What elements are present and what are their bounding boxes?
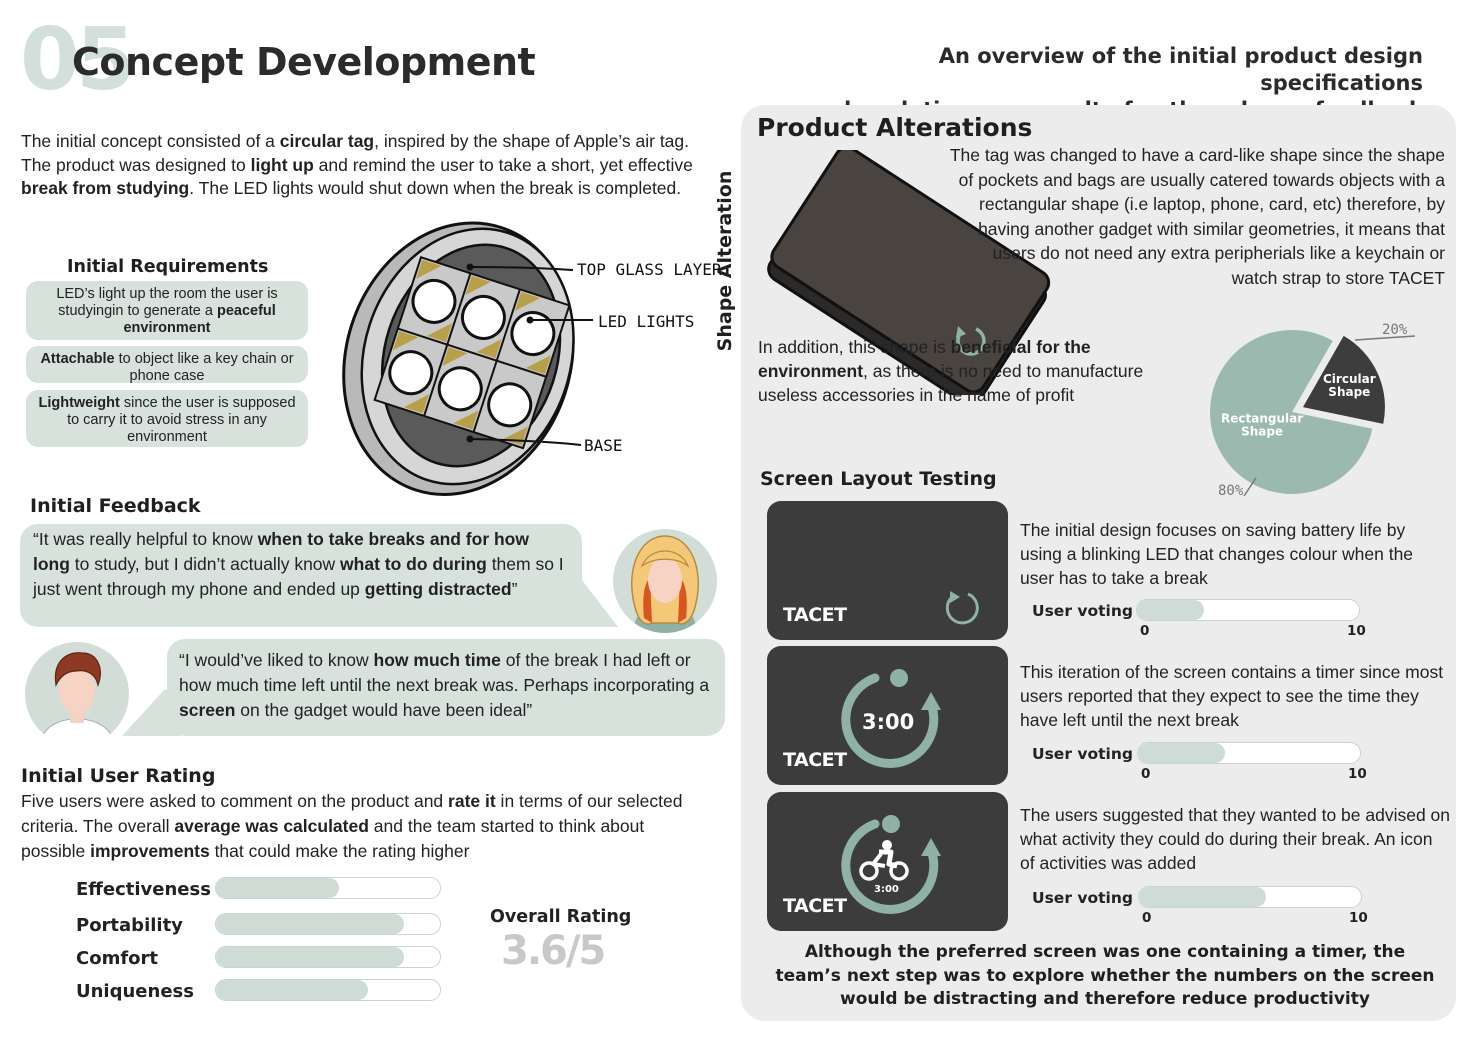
page-title: Concept Development bbox=[72, 40, 536, 84]
shape-alteration-label: Shape Alteration bbox=[714, 170, 736, 352]
rating-paragraph bbox=[21, 789, 711, 864]
voting-max-tick: 10 bbox=[1349, 910, 1368, 926]
intro-bold-2: light up bbox=[250, 154, 314, 175]
requirement-lightweight bbox=[26, 390, 308, 447]
tacet-brand: TACET bbox=[783, 749, 847, 771]
pie-slice-label: Rectangular bbox=[1221, 411, 1304, 426]
text-phrase: of the break I had left or how much time left until the next break was. Perhaps incorporating a bbox=[179, 650, 710, 695]
screen-description: The initial design focuses on saving battery life by using a blinking LED that changes colour when the user has to take a break bbox=[1020, 520, 1414, 588]
overall-rating-value: 3.6/5 bbox=[501, 928, 605, 974]
alteration-addition bbox=[758, 335, 1198, 407]
criterion-bar bbox=[215, 913, 441, 935]
feedback-quote-1 bbox=[20, 524, 582, 627]
addition-text-a: In addition, this shape is bbox=[758, 337, 951, 357]
bold-phrase: how much time bbox=[373, 650, 501, 670]
criterion-label: Portability bbox=[76, 915, 183, 936]
intro-text-3: and remind the user to take a short, yet effective bbox=[313, 154, 693, 175]
avatar-female bbox=[612, 528, 718, 634]
text-phrase: “It was really helpful to know bbox=[33, 529, 258, 549]
intro-bold-3: break from studying bbox=[21, 178, 190, 198]
screen-design-blinking bbox=[767, 501, 1008, 640]
criterion-bar-fill bbox=[216, 914, 404, 934]
user-voting-label: User voting bbox=[1032, 602, 1133, 620]
user-voting-bar bbox=[1138, 886, 1362, 908]
addition-bold: beneficial for the environment bbox=[758, 337, 1091, 381]
voting-min-tick: 0 bbox=[1140, 623, 1150, 639]
criterion-label: Uniqueness bbox=[76, 981, 194, 1002]
text-phrase: Five users were asked to comment on the product and bbox=[21, 791, 449, 811]
requirement-attachable bbox=[26, 346, 308, 383]
timer-text: 3:00 bbox=[862, 710, 915, 734]
pie-slice-label: Circular bbox=[1323, 372, 1376, 387]
criterion-bar bbox=[215, 979, 441, 1001]
bubble-tail-1 bbox=[560, 580, 620, 630]
pie-slice-label: Shape bbox=[1328, 385, 1371, 400]
text-phrase: in terms of our selected criteria. The overall bbox=[21, 791, 683, 836]
pie-percentage: 20% bbox=[1382, 322, 1408, 338]
criterion-bar-fill bbox=[216, 980, 368, 1000]
bold-phrase: when to take breaks and for how long bbox=[33, 529, 529, 574]
circular-tag-illustration bbox=[325, 212, 595, 497]
requirement-peaceful bbox=[26, 281, 308, 340]
rating-text bbox=[21, 791, 682, 861]
user-voting-fill bbox=[1139, 887, 1266, 907]
label-top-glass-layer: TOP GLASS LAYER bbox=[577, 260, 722, 279]
tacet-brand: TACET bbox=[783, 895, 847, 917]
label-base: BASE bbox=[584, 436, 623, 455]
user-voting-label: User voting bbox=[1032, 745, 1133, 763]
section-number: 05 bbox=[20, 10, 132, 110]
avatar-male bbox=[24, 641, 130, 747]
requirements-heading: Initial Requirements bbox=[67, 257, 269, 277]
bold-phrase: what to do during bbox=[340, 554, 487, 574]
voting-max-tick: 10 bbox=[1347, 623, 1366, 639]
user-voting-bar bbox=[1137, 742, 1361, 764]
req-bold: Attachable bbox=[40, 351, 115, 367]
bold-phrase: average was calculated bbox=[174, 816, 369, 836]
text-phrase: to study, but I didn’t actually know bbox=[69, 554, 341, 574]
screen-description: The users suggested that they wanted to be advised on what activity they could do during their break. An icon of activities was added bbox=[1020, 805, 1451, 873]
screen-conclusion: Although the preferred screen was one containing a timer, the team’s next step was to explore whether the numbers on the screen would be distracting and therefore reduce productivity bbox=[775, 942, 1435, 1009]
req-text: since the user is supposed to carry it to avoid stress in any environment bbox=[67, 395, 296, 445]
alteration-text: The tag was changed to have a card-like shape since the shape of pockets and bags are usually catered towards objects with a rectangular shape (i.e laptop, phone, card, etc) therefore, by having another gadget with similar geometries, it means that users do not need any extra peripherials like a keychain or watch strap to store TACET bbox=[949, 145, 1445, 288]
pie-percentage: 80% bbox=[1218, 483, 1244, 499]
intro-bold-1: circular tag bbox=[279, 131, 375, 151]
shape-preference-pie bbox=[1200, 310, 1430, 505]
feedback-heading: Initial Feedback bbox=[30, 495, 201, 517]
text-phrase: them so I just went through my phone and ended up bbox=[33, 554, 564, 599]
user-voting-bar bbox=[1136, 599, 1360, 621]
cyclist-icon bbox=[859, 840, 909, 882]
bold-phrase: getting distracted bbox=[364, 579, 512, 599]
text-phrase: ” bbox=[511, 579, 518, 599]
criterion-bar-fill bbox=[216, 878, 339, 898]
feedback-quote-2 bbox=[167, 639, 725, 736]
criterion-bar bbox=[215, 946, 441, 968]
criterion-label: Comfort bbox=[76, 948, 159, 969]
user-voting-label: User voting bbox=[1032, 889, 1133, 907]
intro-text-2: , inspired by the shape of Apple’s air tag. The product was designed to bbox=[21, 131, 690, 175]
criterion-bar-fill bbox=[216, 947, 404, 967]
text-phrase: “I would’ve liked to know bbox=[179, 650, 374, 670]
tacet-brand: TACET bbox=[783, 604, 847, 626]
refresh-icon bbox=[942, 589, 982, 629]
screen-testing-heading: Screen Layout Testing bbox=[760, 468, 997, 490]
rating-heading: Initial User Rating bbox=[21, 765, 216, 787]
user-voting-fill bbox=[1137, 600, 1204, 620]
bold-phrase: screen bbox=[179, 700, 236, 720]
voting-min-tick: 0 bbox=[1141, 766, 1151, 782]
bold-phrase: improvements bbox=[90, 841, 210, 861]
intro-paragraph bbox=[21, 130, 711, 201]
subtitle-line-1: An overview of the initial product design specifications bbox=[938, 44, 1423, 95]
addition-text-c: , as there is no need to manufacture useless accessories in the name of profit bbox=[758, 361, 1144, 405]
text-phrase: and the team started to think about possible bbox=[21, 816, 645, 861]
quote-1-text bbox=[33, 529, 564, 599]
quote-2-text bbox=[179, 650, 709, 720]
timer-text: 3:00 bbox=[874, 884, 899, 895]
screen-design-activity bbox=[767, 792, 1008, 931]
overall-rating-label: Overall Rating bbox=[490, 907, 632, 927]
pie-slice-label: Shape bbox=[1241, 424, 1284, 439]
criterion-label: Effectiveness bbox=[76, 879, 211, 900]
bold-phrase: rate it bbox=[448, 791, 496, 811]
label-led-lights: LED LIGHTS bbox=[598, 312, 695, 331]
req-bold: peaceful environment bbox=[123, 303, 276, 336]
req-bold: Lightweight bbox=[38, 395, 120, 411]
text-phrase: that could make the rating higher bbox=[209, 841, 470, 861]
user-voting-fill bbox=[1138, 743, 1225, 763]
intro-text-4: . The LED lights would shut down when the break is completed. bbox=[189, 178, 682, 198]
voting-max-tick: 10 bbox=[1348, 766, 1367, 782]
criterion-bar bbox=[215, 877, 441, 899]
text-phrase: on the gadget would have been ideal” bbox=[235, 700, 533, 720]
screen-design-timer bbox=[767, 646, 1008, 785]
req-text: to object like a key chain or phone case bbox=[114, 351, 294, 384]
req-text: LED’s light up the room the user is studyingin to generate a bbox=[56, 286, 278, 319]
screen-description: This iteration of the screen contains a timer since most users reported that they expect to see the time they have left until the next break bbox=[1020, 662, 1444, 730]
intro-text-1: The initial concept consisted of a bbox=[21, 131, 280, 151]
voting-min-tick: 0 bbox=[1142, 910, 1152, 926]
alterations-heading: Product Alterations bbox=[757, 113, 1033, 142]
